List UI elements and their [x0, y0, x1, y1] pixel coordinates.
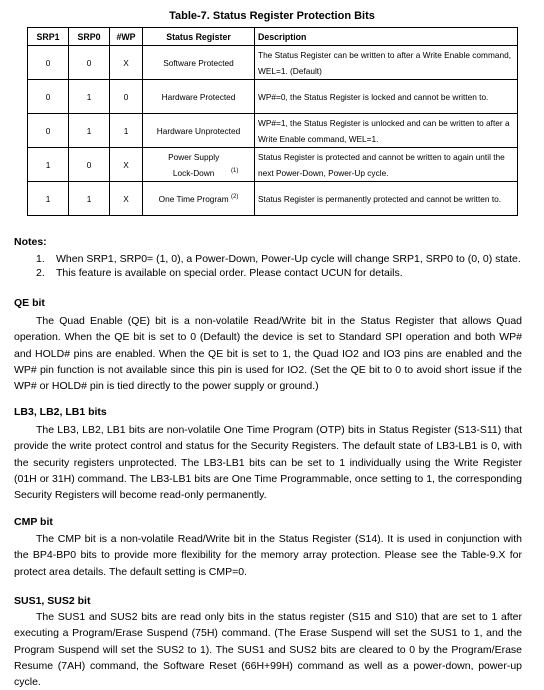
- section-heading-lb: LB3, LB2, LB1 bits: [14, 406, 107, 418]
- footnote-ref: (2): [231, 193, 239, 200]
- cell-wp: X: [110, 182, 143, 216]
- cell-wp: X: [110, 46, 143, 80]
- status-register-protection-table: [27, 27, 518, 216]
- section-heading-sus: SUS1, SUS2 bit: [14, 595, 91, 607]
- status-text: Hardware Unprotected: [156, 125, 241, 136]
- cell-description: WP#=1, the Status Register is unlocked and can be written to after a Write Enable command, WEL=1.: [255, 114, 518, 148]
- footnote-ref: (1): [230, 167, 239, 174]
- cell-status: [143, 46, 255, 80]
- cell-srp1: 0: [28, 114, 69, 148]
- cell-srp0: 0: [69, 148, 110, 182]
- notes-title: Notes:: [14, 236, 47, 248]
- note-item: [36, 253, 521, 265]
- note-item: [36, 267, 403, 279]
- cell-srp0: 1: [69, 80, 110, 114]
- cell-srp0: 1: [69, 182, 110, 216]
- cell-description: The Status Register can be written to after a Write Enable command, WEL=1. (Default): [255, 46, 518, 80]
- note-number: 1.: [36, 253, 45, 265]
- table-row: [28, 148, 518, 182]
- status-text: Software Protected: [163, 57, 234, 68]
- cell-status: [143, 148, 255, 182]
- cell-description: Status Register is protected and cannot be written to again until the next Power-Down, Power-Up cycle.: [255, 148, 518, 182]
- cell-description: WP#=0, the Status Register is locked and cannot be written to.: [255, 80, 518, 114]
- table-header-row: [28, 28, 518, 46]
- status-text: Hardware Protected: [161, 91, 236, 102]
- cell-status: [143, 114, 255, 148]
- table-row: [28, 182, 518, 216]
- cell-wp: 0: [110, 80, 143, 114]
- note-text: When SRP1, SRP0= (1, 0), a Power-Down, Power-Up cycle will change SRP1, SRP0 to (0, 0) state.: [56, 253, 521, 265]
- cell-srp1: 0: [28, 80, 69, 114]
- note-number: 2.: [36, 267, 45, 279]
- cell-srp0: 0: [69, 46, 110, 80]
- cell-status: [143, 182, 255, 216]
- section-body-lb: The LB3, LB2, LB1 bits are non-volatile One Time Program (OTP) bits in Status Register (S13-S11) that provide the write protect control and status for the Security Registers. The default state of LB3-LB1 is 0, with the security registers unprotected. The LB3-LB1 bits can be set to 1 individually using the Write Register (01H or 31H) command. The LB3-LB1 bits are One Time Programmable, once setting to 1, the corresponding Security Registers will become read-only permanently.: [14, 424, 522, 502]
- header-description: Description: [255, 28, 518, 46]
- cell-description: Status Register is permanently protected and cannot be written to.: [255, 182, 518, 216]
- cell-srp1: 0: [28, 46, 69, 80]
- status-text: One Time Program: [158, 193, 229, 204]
- cell-wp: 1: [110, 114, 143, 148]
- cell-wp: X: [110, 148, 143, 182]
- cell-srp0: 1: [69, 114, 110, 148]
- header-status-register: Status Register: [143, 28, 255, 46]
- table-caption: Table-7. Status Register Protection Bits: [169, 10, 375, 22]
- note-text: This feature is available on special order. Please contact UCUN for details.: [56, 267, 403, 279]
- section-body-cmp: The CMP bit is a non-volatile Read/Write bit in the Status Register (S14). It is used in conjunction with the BP4-BP0 bits to provide more flexibility for the memory array protection. Please see the Table-9.X for protect area details. The default setting is CMP=0.: [14, 533, 522, 578]
- section-heading-cmp: CMP bit: [14, 516, 53, 528]
- header-srp0: SRP0: [69, 28, 110, 46]
- header-wp: #WP: [110, 28, 143, 46]
- section-heading-qe: QE bit: [14, 297, 45, 309]
- section-body-sus: The SUS1 and SUS2 bits are read only bits in the status register (S15 and S10) that are set to 1 after executing a Program/Erase Suspend (75H) command. (The Erase Suspend will set the SUS1 to 1, and the Program Suspend will set the SUS2 to 1). The SUS1 and SUS2 bits are cleared to 0 by the Program/Erase Resume (7AH) command, the Software Reset (66H+99H) command as well as a power-down, power-up cycle.: [14, 611, 522, 689]
- table-row: [28, 114, 518, 148]
- status-text: Power Supply Lock-Down: [168, 151, 220, 178]
- cell-srp1: 1: [28, 182, 69, 216]
- header-srp1: SRP1: [28, 28, 69, 46]
- cell-status: [143, 80, 255, 114]
- table-row: [28, 80, 518, 114]
- cell-srp1: 1: [28, 148, 69, 182]
- section-body-qe: The Quad Enable (QE) bit is a non-volatile Read/Write bit in the Status Register that allows Quad operation. When the QE bit is set to 0 (Default) the device is set to Standard SPI operation and both WP# and HOLD# pins are enabled. When the QE bit is set to 1, the Quad IO2 and IO3 pins are enabled and the WP# pin function is not available since this pin is used for IO2. (Set the QE bit to 0 to avoid short issue if the WP# or HOLD# pin is tied directly to the power supply or ground.): [14, 315, 522, 393]
- table-row: [28, 46, 518, 80]
